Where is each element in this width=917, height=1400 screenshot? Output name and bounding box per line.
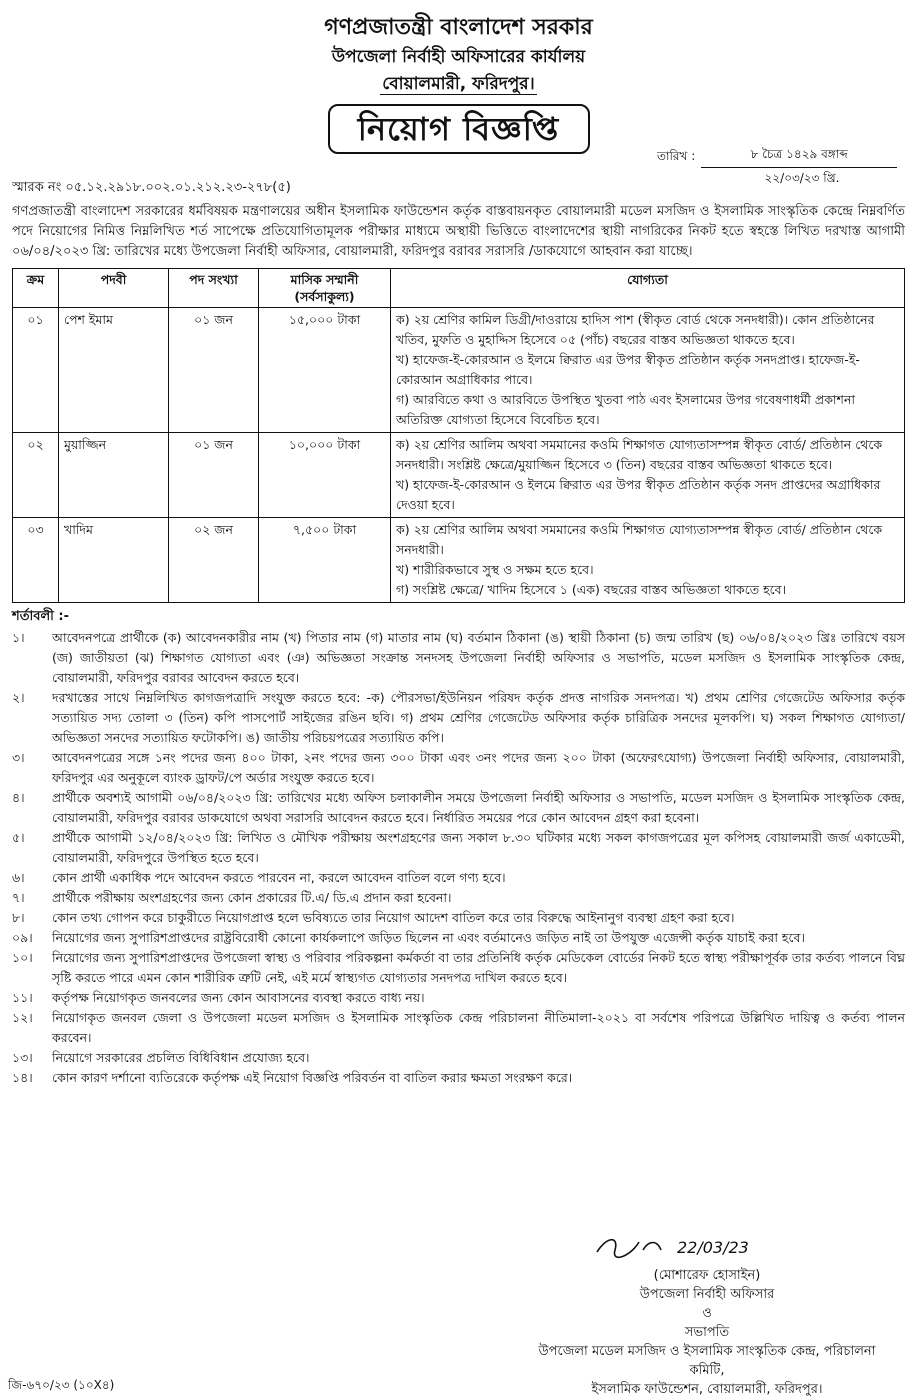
date-english: ২২/০৩/২৩ খ্রি.	[764, 171, 840, 185]
condition-item	[12, 1008, 905, 1048]
condition-text: নিয়োগে সরকারের প্রচলিত বিধিবিধান প্রযোজ্য হবে।	[52, 1050, 310, 1065]
col-serial: ক্রম	[13, 269, 59, 308]
col-qualification: যোগ্যতা	[391, 269, 905, 308]
memo-ref: স্মারক নং ০৫.১২.২৯১৮.০০২.০১.২১২.২৩-২৭৮(৫)	[12, 180, 291, 195]
condition-item	[12, 948, 905, 988]
table-row	[13, 518, 905, 603]
signer-role: সভাপতি	[684, 1325, 730, 1340]
intro-paragraph: গণপ্রজাতন্ত্রী বাংলাদেশ সরকারের ধর্মবিষয়ক মন্ত্রণালয়ের অধীন ইসলামিক ফাউন্ডেশন কর্তৃক বাস্তবায়নকৃত বোয়ালমারী মডেল মসজিদ ও ইসলামিক সাংস্কৃতিক কেন্দ্রে নিম্নবর্ণিত পদে নিয়োগের নিমিত্ত নিম্নলিখিত শর্ত সাপেক্ষে প্রতিযোগিতামূলক পরীক্ষার মাধ্যমে অস্থায়ী ভিত্তিতে বাংলাদেশের স্থায়ী নাগরিকের নিকট হতে স্বহস্তে লিখিত দরখাস্ত আগামী ০৬/০৪/২০২৩ খ্রি: তারিখের মধ্যে উপজেলা নির্বাহী অফিসার, বোয়ালমারী, ফরিদপুর বরাবর সরাসরি /ডাকযোগে আহবান করা যাচ্ছে।	[12, 204, 905, 259]
row-count: ০২ জন	[169, 518, 259, 603]
row-salary: ১০,০০০ টাকা	[259, 433, 391, 518]
col-post: পদবী	[59, 269, 169, 308]
condition-number: ৫।	[12, 830, 25, 845]
condition-number: ৮।	[12, 910, 25, 925]
qualification-item: গ) আরবিতে কথা ও আরবিতে উপস্থিত খুতবা পাঠ এবং ইসলামের উপর গবেষণাধর্মী প্রকাশনা অতিরিক্ত যোগ্যতা হিসেবে বিবেচিত হবে।	[396, 392, 856, 427]
signature-scribble	[587, 1232, 827, 1260]
row-qualification	[391, 518, 905, 603]
condition-text: প্রার্থীকে অবশ্যই আগামী ০৬/০৪/২০২৩ খ্রি: তারিখের মধ্যে অফিস চলাকালীন সময়ে উপজেলা নির্বাহী অফিসার ও সভাপতি, মডেল মসজিদ ও ইসলামিক সাংস্কৃতিক কেন্দ্র, বোয়ালমারী, ফরিদপুর বরাবর ডাকযোগে অথবা সরাসরি আবেদন করতে হবে। নির্ধারিত সময়ের পরে কোন আবেদন গ্রহণ করা হবেনা।	[52, 790, 905, 825]
condition-text: প্রার্থীকে আগামী ১২/০৪/২০২৩ খ্রি: লিখিত ও মৌখিক পরীক্ষায় অংশগ্রহণের জন্য সকাল ৮.৩০ ঘটিকার মধ্যে সকল কাগজপত্রের মূল কপিসহ বোয়ালমারী জর্জ একাডেমী, বোয়ালমারী, ফরিদপুরে উপস্থিত হতে হবে।	[52, 830, 905, 865]
condition-item	[12, 988, 905, 1008]
notice-title: নিয়োগ বিজ্ঞপ্তি	[328, 104, 590, 154]
condition-item	[12, 928, 905, 948]
condition-number: ৭।	[12, 890, 25, 905]
signature-date: 22/03/23	[677, 1238, 749, 1257]
condition-number: ৩।	[12, 750, 25, 765]
table-row	[13, 308, 905, 433]
row-serial: ০১	[13, 308, 59, 433]
condition-text: নিয়োগের জন্য সুপারিশপ্রাপ্তদের উপজেলা স্বাস্থ্য ও পরিবার পরিকল্পনা কর্মকর্তা বা তার প্রতিনিধি কর্তৃক মেডিকেল বোর্ডের নিকট হতে স্বাস্থ্য পরীক্ষাপূর্বক তার কর্তব্য পালনে বিঘ্ন সৃষ্টি করতে পারে এমন কোন শারীরিক ত্রুটি নেই, এই মর্মে স্বাস্থ্যগত যোগ্যতার সনদপত্র দাখিল করতে হবে।	[52, 950, 905, 985]
condition-item	[12, 748, 905, 788]
condition-number: ১২।	[12, 1010, 33, 1025]
signer-name: (মোশারেফ হোসাইন)	[653, 1268, 761, 1283]
condition-number: ০৯।	[12, 930, 33, 945]
conditions-title: শর্তাবলী :-	[12, 609, 69, 624]
date-label: তারিখ :	[657, 149, 696, 163]
condition-item	[12, 1068, 905, 1088]
condition-item	[12, 908, 905, 928]
condition-number: ৬।	[12, 870, 25, 885]
condition-item	[12, 828, 905, 868]
condition-item	[12, 868, 905, 888]
signer-designation: উপজেলা নির্বাহী অফিসার	[639, 1287, 775, 1302]
row-post: খাদিম	[59, 518, 169, 603]
condition-text: আবেদনপত্রের সঙ্গে ১নং পদের জন্য ৪০০ টাকা, ২নং পদের জন্য ৩০০ টাকা এবং ৩নং পদের জন্য ২০০ টাকা (অফেরৎযোগ্য) উপজেলা নির্বাহী অফিসার, বোয়ালমারী, ফরিদপুর এর অনুকূলে ব্যাংক ড্রাফট/পে অর্ডার সংযুক্ত করতে হবে।	[52, 750, 905, 785]
condition-item	[12, 628, 905, 688]
condition-text: নিয়োগকৃত জনবল জেলা ও উপজেলা মডেল মসজিদ ও ইসলামিক সাংস্কৃতিক কেন্দ্র পরিচালনা নীতিমালা-২০২১ বা সর্বশেষ পরিপত্রে উল্লিখিত দায়িত্ব ও কর্তব্য পালন করবেন।	[52, 1010, 905, 1045]
conditions-list	[12, 628, 905, 1088]
qualification-item: খ) শারীরিকভাবে সুস্থ ও সক্ষম হতে হবে।	[396, 562, 594, 577]
row-serial: ০২	[13, 433, 59, 518]
qualification-item: ক) ২য় শ্রেণির আলিম অথবা সমমানের কওমি শিক্ষাগত যোগ্যতাসম্পন্ন স্বীকৃত বোর্ড/ প্রতিষ্ঠান থেকে সনদধারী। সংশ্লিষ্ট ক্ষেত্রে/মুয়াজ্জিন হিসেবে ৩ (তিন) বছরের বাস্তব অভিজ্ঞতা থাকতে হবে।	[396, 437, 883, 472]
condition-item	[12, 1048, 905, 1068]
condition-number: ২।	[12, 690, 25, 705]
condition-number: ১৩।	[12, 1050, 33, 1065]
job-table	[12, 268, 905, 603]
row-post: মুয়াজ্জিন	[59, 433, 169, 518]
condition-item	[12, 688, 905, 748]
row-post: পেশ ইমাম	[59, 308, 169, 433]
qualification-item: ক) ২য় শ্রেণির আলিম অথবা সমমানের কওমি শিক্ষাগত যোগ্যতাসম্পন্ন স্বীকৃত বোর্ড/ প্রতিষ্ঠান থেকে সনদধারী।	[396, 522, 883, 557]
signer-and: ও	[702, 1306, 712, 1321]
condition-text: আবেদনপত্রে প্রার্থীকে (ক) আবেদনকারীর নাম (খ) পিতার নাম (গ) মাতার নাম (ঘ) বর্তমান ঠিকানা (ঙ) স্থায়ী ঠিকানা (চ) জন্ম তারিখ (ছ) ০৬/০৪/২০২৩ খ্রিঃ তারিখে বয়স (জ) জাতীয়তা (ঝ) শিক্ষাগত যোগ্যতা এবং (ঞ) অভিজ্ঞতা সংক্রান্ত সনদসহ উপজেলা নির্বাহী অফিসার ও সভাপতি, মডেল মসজিদ ও ইসলামিক সাংস্কৃতিক কেন্দ্র, বোয়ালমারী, ফরিদপুর বরাবর আবেদন করতে হবে।	[52, 630, 905, 685]
table-header-row	[13, 269, 905, 308]
footer-code: জি-৬৭০/২৩ (১০X৪)	[8, 1378, 115, 1392]
date-bangla: ৮ চৈত্র ১৪২৯ বঙ্গাব্দ	[701, 146, 897, 168]
row-salary: ৭,৫০০ টাকা	[259, 518, 391, 603]
row-qualification	[391, 433, 905, 518]
condition-text: কোন কারণ দর্শানো ব্যতিরেকে কর্তৃপক্ষ এই নিয়োগ বিজ্ঞপ্তি পরিবর্তন বা বাতিল করার ক্ষমতা সংরক্ষণ করে।	[52, 1070, 573, 1085]
condition-number: ১১।	[12, 990, 33, 1005]
row-qualification	[391, 308, 905, 433]
condition-text: নিয়োগের জন্য সুপারিশপ্রাপ্তদের রাষ্ট্রবিরোধী কোনো কার্যকলাপে জড়িত ছিলেন না এবং বর্তমানেও জড়িত নাই তা উপযুক্ত এজেন্সী কর্তৃক যাচাই করা হবে।	[52, 930, 805, 945]
row-count: ০১ জন	[169, 433, 259, 518]
condition-number: ৪।	[12, 790, 25, 805]
condition-text: কোন তথ্য গোপন করে চাকুরীতে নিয়োগপ্রাপ্ত হলে ভবিষ্যতে তার নিয়োগ আদেশ বাতিল করে তার বিরুদ্ধে আইনানুগ ব্যবস্থা গ্রহণ করা হবে।	[52, 910, 735, 925]
signer-org-line1: উপজেলা মডেল মসজিদ ও ইসলামিক সাংস্কৃতিক কেন্দ্র, পরিচালনা কমিটি,	[538, 1344, 876, 1378]
condition-number: ১৪।	[12, 1070, 33, 1085]
table-row	[13, 433, 905, 518]
location-text: বোয়ালমারী, ফরিদপুর।	[382, 74, 535, 94]
condition-text: প্রার্থীকে পরীক্ষায় অংশগ্রহণের জন্য কোন প্রকারের টি.এ/ ডি.এ প্রদান করা হবেনা।	[52, 890, 452, 905]
condition-item	[12, 788, 905, 828]
condition-text: কর্তৃপক্ষ নিয়োগকৃত জনবলের জন্য কোন আবাসনের ব্যবস্থা করতে বাধ্য নয়।	[52, 990, 425, 1005]
condition-item	[12, 888, 905, 908]
condition-number: ১০।	[12, 950, 33, 965]
condition-text: দরখাস্তের সাথে নিম্নলিখিত কাগজপত্রাদি সংযুক্ত করতে হবে: -ক) পৌরসভা/ইউনিয়ন পরিষদ কর্তৃক প্রদত্ত নাগরিক সনদপত্র। খ) প্রথম শ্রেণির গেজেটেড অফিসার কর্তৃক সত্যায়িত সদ্য তোলা ৩ (তিন) কপি পাসপোর্ট সাইজের রঙিন ছবি। গ) প্রথম শ্রেণির গেজেটেড অফিসার কর্তৃক চারিত্রিক সনদের মূলকপি। ঘ) সকল শিক্ষাগত যোগ্যতা/অভিজ্ঞতা সনদের সত্যায়িত ফটোকপি। ঙ) জাতীয় পরিচয়পত্রের সত্যায়িত কপি।	[52, 690, 905, 745]
row-count: ০১ জন	[169, 308, 259, 433]
condition-text: কোন প্রার্থী একাধিক পদে আবেদন করতে পারবেন না, করলে আবেদন বাতিল বলে গণ্য হবে।	[52, 870, 506, 885]
qualification-item: খ) হাফেজ-ই-কোরআন ও ইলমে ক্বিরাত এর উপর স্বীকৃত প্রতিষ্ঠান কর্তৃক সনদ প্রাপ্তদের অগ্রাধিকার দেওয়া হবে।	[396, 477, 881, 512]
condition-number: ১।	[12, 630, 25, 645]
location-heading	[12, 72, 905, 96]
date-block	[657, 146, 897, 188]
memo-row	[12, 147, 905, 200]
signature-block	[537, 1232, 877, 1399]
row-salary: ১৫,০০০ টাকা	[259, 308, 391, 433]
qualification-item: গ) সংশ্লিষ্ট ক্ষেত্রে/ খাদিম হিসেবে ১ (এক) বছরের বাস্তব অভিজ্ঞতা থাকতে হবে।	[396, 582, 787, 597]
qualification-item: খ) হাফেজ-ই-কোরআন ও ইলমে ক্বিরাত এর উপর স্বীকৃত প্রতিষ্ঠান কর্তৃক সনদপ্রাপ্ত। হাফেজ-ই-কোরআন অগ্রাধিকার পাবে।	[396, 352, 860, 387]
col-salary: মাসিক সম্মানী (সর্বসাকুল্য)	[259, 269, 391, 308]
signer-org-line2: ইসলামিক ফাউন্ডেশন, বোয়ালমারী, ফরিদপুর।	[591, 1382, 823, 1397]
office-heading: উপজেলা নির্বাহী অফিসারের কার্যালয়	[331, 47, 586, 67]
row-serial: ০৩	[13, 518, 59, 603]
col-count: পদ সংখ্যা	[169, 269, 259, 308]
govt-heading: গণপ্রজাতন্ত্রী বাংলাদেশ সরকার	[324, 15, 593, 40]
qualification-item: ক) ২য় শ্রেণির কামিল ডিগ্রী/দাওরায়ে হাদিস পাশ (স্বীকৃত বোর্ড থেকে সনদধারী)। কোন প্রতিষ্ঠানের খতিব, মুফতি ও মুহাদ্দিস হিসেবে ০৫ (পাঁচ) বছরের বাস্তব অভিজ্ঞতা থাকতে হবে।	[396, 312, 875, 347]
